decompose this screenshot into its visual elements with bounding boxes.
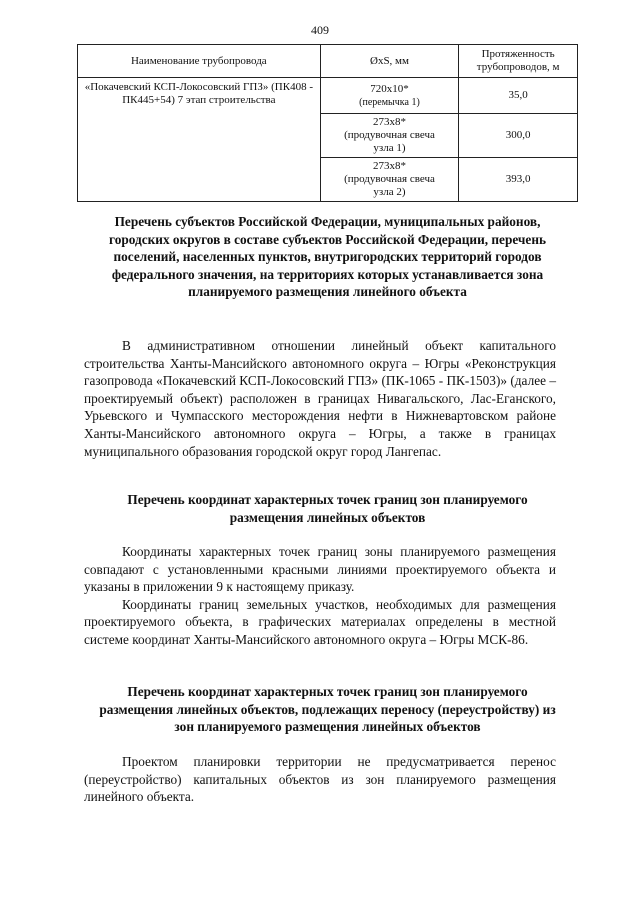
column-header-length: Протяженность трубопроводов, м <box>459 45 578 78</box>
length-cell: 35,0 <box>459 78 578 114</box>
column-header-diameter: ØxS, мм <box>320 45 459 78</box>
paragraph-text: В административном отношении линейный объект капитального строительства Ханты-Мансийского автономного округа – Югры «Реконструкция газопровода «Покачевский КСП-Локосовский ГПЗ» (ПК-1065 - ПК-1503)» (далее – проектируемый объект) расположен в границах Нивагальского, Лас-Еганского, Урьевского и Чумпасского месторождения нефти в Нижневартовском районе Ханты-Мансийского автономного округа – Югры, а также в границах муниципального образования городской округ город Лангепас. <box>84 338 556 459</box>
pipe-size: 720х10* <box>370 82 409 95</box>
page-number: 409 <box>311 23 329 37</box>
pipe-note: (продувочная свеча узла 1) <box>344 129 435 154</box>
section-heading-relocation: Перечень координат характерных точек границ зон планируемого размещения линейных объектов, подлежащих переносу (переустройству) из зон планируемого размещения линейных объектов <box>99 684 556 735</box>
table-header-row <box>78 45 578 78</box>
paragraph-coordinates <box>84 543 556 649</box>
diameter-cell <box>320 114 459 158</box>
paragraph-relocation <box>84 753 556 806</box>
paragraph-administrative <box>84 337 556 460</box>
section-heading-coordinates: Перечень координат характерных точек границ зон планируемого размещения линейных объектов <box>127 492 528 525</box>
paragraph-text: Координаты характерных точек границ зоны планируемого размещения совпадают с установленными красными линиями проектируемого объекта и указаны в приложении 9 к настоящему приказу. <box>84 544 556 595</box>
pipe-size: 273х8* <box>372 116 406 128</box>
paragraph-text: Проектом планировки территории не предусматривается перенос (переустройство) капитальных объектов из зон планируемого размещения линейного объекта. <box>84 754 556 805</box>
pipeline-table <box>77 44 578 202</box>
pipe-note: (перемычка 1) <box>359 96 420 108</box>
pipeline-name-cell: «Покачевский КСП-Локосовский ГПЗ» (ПК408 - ПК445+54) 7 этап строительства <box>78 78 321 202</box>
paragraph-text: Координаты границ земельных участков, необходимых для размещения проектируемого объекта, в графических материалах определены в местной системе координат Ханты-Мансийского автономного округа – Югры МСК-86. <box>84 596 556 647</box>
diameter-cell <box>320 78 459 114</box>
section-heading-subjects: Перечень субъектов Российской Федерации, муниципальных районов, городских округов в составе субъектов Российской Федерации, перечень поселений, населенных пунктов, внутригородских территорий городов федерального значения, на территориях которых устанавливается зона планируемого размещения линейного объекта <box>108 214 547 300</box>
diameter-cell <box>320 158 459 202</box>
column-header-name: Наименование трубопровода <box>78 45 321 78</box>
length-cell: 300,0 <box>459 114 578 158</box>
pipe-size: 273х8* <box>372 160 406 172</box>
table-row <box>78 78 578 114</box>
length-cell: 393,0 <box>459 158 578 202</box>
pipe-note: (продувочная свеча узла 2) <box>344 173 435 198</box>
